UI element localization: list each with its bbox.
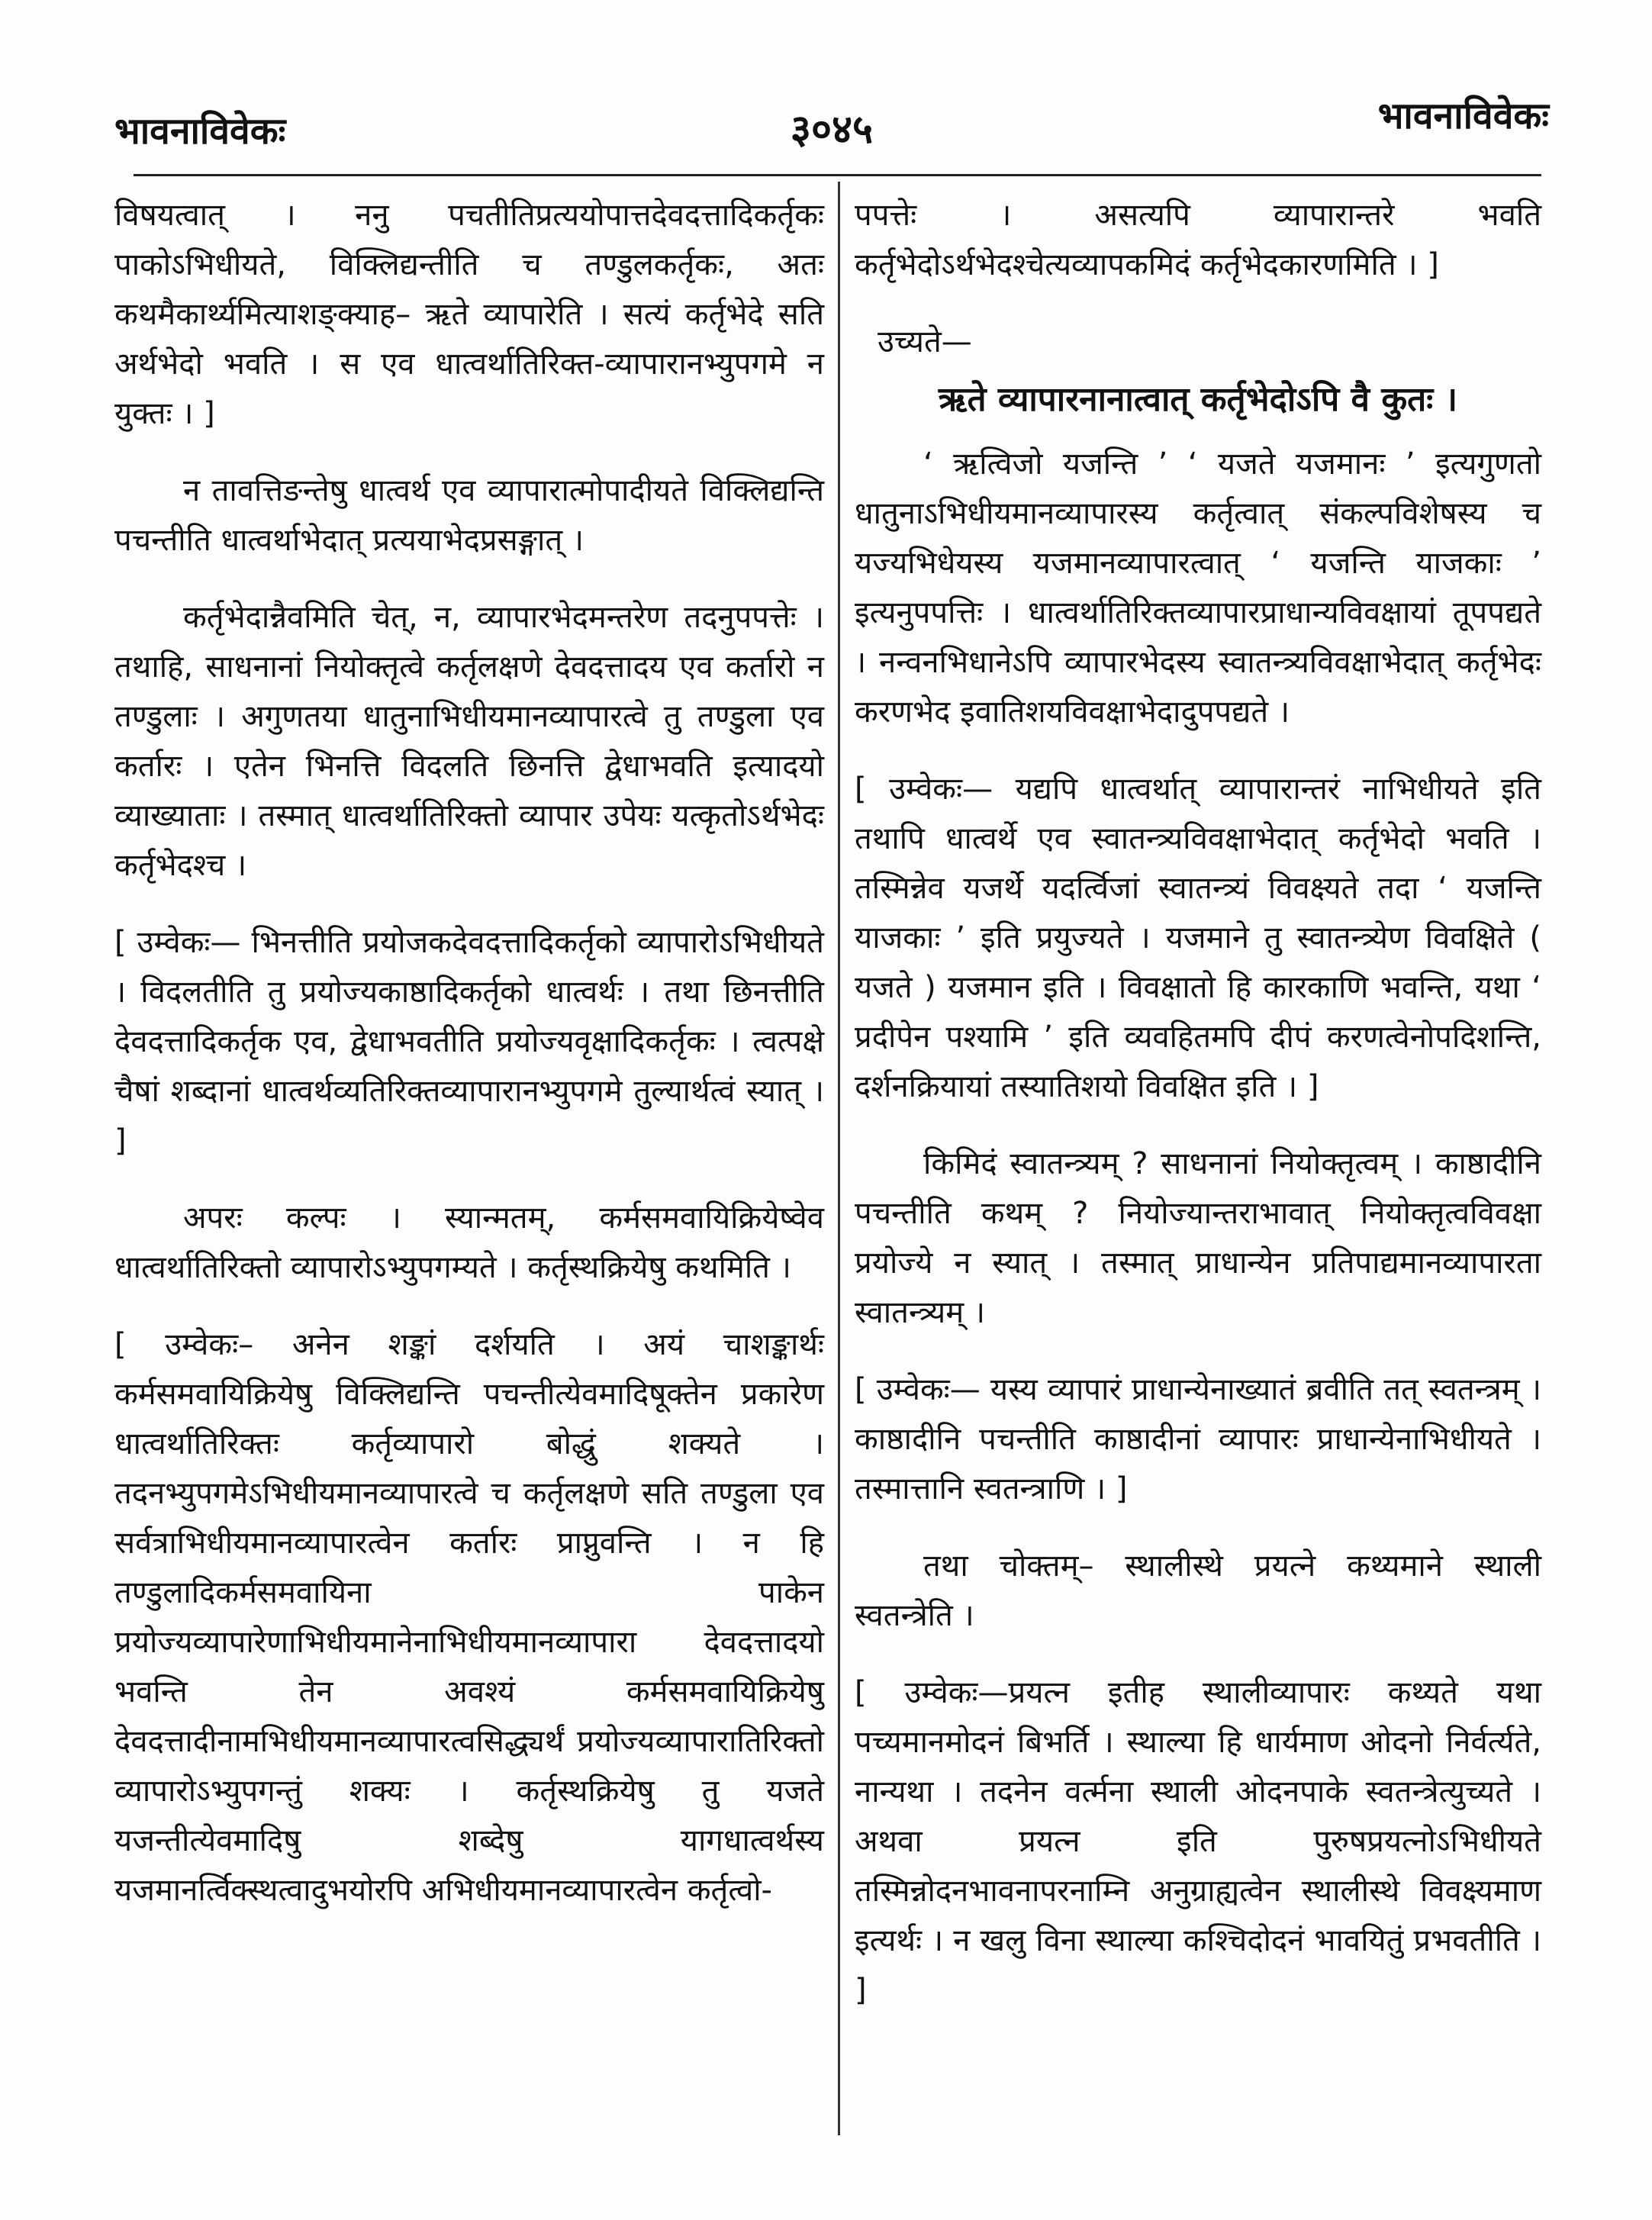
paragraph: ‘ ऋत्विजो यजन्ति ’ ‘ यजते यजमानः ’ इत्यगुणतो धातुनाऽभिधीयमानव्यापारस्य कर्तृत्वात् संकल्पविशेषस्य च यज्यभिधेयस्य यजमानव्यापारत्वात् ‘ यजन्ति याजकाः ’ इत्यनुपपत्तिः । धात्वर्थातिरिक्तव्यापारप्राधान्यविवक्षायां तूपपद्यते । नन्वनभिधानेऽपि व्यापारभेदस्य स्वातन्त्र्यविवक्षाभेदात् कर्तृभेदः करणभेद इवातिशयविवक्षाभेदादुपपद्यते । — [855, 446, 1541, 730]
commentary-paragraph: [ उम्वेकः– अनेन शङ्कां दर्शयति । अयं चाशङ्कार्थः कर्मसमवायिक्रियेषु विक्लिद्यन्ति पचन्तीत्येवमादिषूक्तेन प्रकारेण धात्वर्थातिरिक्तः कर्तृव्यापारो बोद्धुं शक्यते । तदनभ्युपगमेऽभिधीयमानव्यापारत्वे च कर्तृलक्षणे सति तण्डुला एव सर्वत्राभिधीयमानव्यापारत्वेन कर्तारः प्राप्नुवन्ति । न हि तण्डुलादिकर्मसमवायिना पाकेन प्रयोज्यव्यापारेणाभिधीयमानेनाभिधीयमानव्यापारा देवदत्तादयो भवन्ति तेन अवश्यं कर्मसमवायिक्रियेषु देवदत्तादीनामभिधीयमानव्यापारत्वसिद्ध्यर्थं प्रयोज्यव्यापारातिरिक्तो व्यापारोऽभ्युपगन्तुं शक्यः । कर्तृस्थक्रियेषु तु यजते यजन्तीत्येवमादिषु शब्देषु यागधात्वर्थस्य यजमानर्त्विक्स्थत्वादुभयोरपि अभिधीयमानव्यापारत्वेन कर्तृत्वो- — [114, 1327, 824, 1908]
running-title-left: भावनाविवेकः — [114, 110, 286, 153]
page-number: ३०४५ — [790, 107, 874, 153]
paragraph: विषयत्वात् । ननु पचतीतिप्रत्ययोपात्तदेवदत्तादिकर्तृकः पाकोऽभिधीयते, विक्लिद्यन्तीति च तण्डुलकर्तृकः, अतः कथमैकार्थ्यमित्याशङ्क्याह– ऋते व्यापारेति । सत्यं कर्तृभेदे सति अर्थभेदो भवति । स एव धात्वर्थातिरिक्त-व्यापारानभ्युपगमे न युक्तः । ] — [114, 198, 824, 431]
header-rule — [134, 174, 1541, 176]
left-column — [114, 191, 824, 1943]
paragraph: न तावत्तिङन्तेषु धात्वर्थ एव व्यापारात्मोपादीयते विक्लिद्यन्ति पचन्तीति धात्वर्थाभेदात् प्रत्ययाभेदप्रसङ्गात् । — [114, 473, 824, 558]
uchyate-line: उच्यते— — [878, 324, 972, 359]
paragraph: कर्तृभेदान्नैवमिति चेत्, न, व्यापारभेदमन्तरेण तदनुपपत्तेः । तथाहि, साधनानां नियोक्तृत्वे कर्तृलक्षणे देवदत्तादय एव कर्तारो न तण्डुलाः । अगुणतया धातुनाभिधीयमानव्यापारत्वे तु तण्डुला एव कर्तारः । एतेन भिनत्ति विदलति छिनत्ति द्वेधाभवति इत्यादयो व्याख्याताः । तस्मात् धात्वर्थातिरिक्तो व्यापार उपेयः यत्कृतोऽर्थभेदः कर्तृभेदश्च । — [114, 600, 824, 883]
karika-verse: ऋते व्यापारनानात्वात् कर्तृभेदोऽपि वै कुतः । — [938, 380, 1458, 419]
right-column — [855, 191, 1541, 2043]
paragraph: पपत्तेः । असत्यपि व्यापारान्तरे भवति कर्तृभेदोऽर्थभेदश्चेत्यव्यापकमिदं कर्तृभेदकारणमिति । ] — [855, 198, 1541, 282]
column-divider — [838, 182, 840, 2135]
commentary-paragraph: [ उम्वेकः— यद्यपि धात्वर्थात् व्यापारान्तरं नाभिधीयते इति तथापि धात्वर्थे एव स्वातन्त्र्यविवक्षाभेदात् कर्तृभेदो भवति । तस्मिन्नेव यजर्थे यदर्त्विजां स्वातन्त्र्यं विवक्ष्यते तदा ‘ यजन्ति याजकाः ’ इति प्रयुज्यते । यजमाने तु स्वातन्त्र्येण विवक्षिते ( यजते ) यजमान इति । विवक्षातो हि कारकाणि भवन्ति, यथा ‘ प्रदीपेन पश्यामि ’ इति व्यवहितमपि दीपं करणत्वेनोपदिशन्ति, दर्शनक्रियायां तस्यातिशयो विवक्षित इति । ] — [855, 772, 1541, 1104]
commentary-paragraph: [ उम्वेकः— यस्य व्यापारं प्राधान्येनाख्यातं ब्रवीति तत् स्वतन्त्रम् । काष्ठादीनि पचन्तीति काष्ठादीनां व्यापारः प्राधान्येनाभिधीयते । तस्मात्तानि स्वतन्त्राणि । ] — [855, 1372, 1541, 1506]
paragraph: किमिदं स्वातन्त्र्यम् ? साधनानां नियोक्तृत्वम् । काष्ठादीनि पचन्तीति कथम् ? नियोज्यान्तराभावात् नियोक्तृत्वविवक्षा प्रयोज्ये न स्यात् । तस्मात् प्राधान्येन प्रतिपाद्यमानव्यापारता स्वातन्त्र्यम् । — [855, 1146, 1541, 1330]
paragraph: अपरः कल्पः । स्यान्मतम्, कर्मसमवायिक्रियेष्वेव धात्वर्थातिरिक्तो व्यापारोऽभ्युपगम्यते । कर्तृस्थक्रियेषु कथमिति । — [114, 1200, 824, 1285]
running-title-right: भावनाविवेकः — [1377, 95, 1549, 137]
commentary-paragraph: [ उम्वेकः— भिनत्तीति प्रयोजकदेवदत्तादिकर्तृको व्यापारोऽभिधीयते । विदलतीति तु प्रयोज्यकाष्ठादिकर्तृको धात्वर्थः । तथा छिनत्तीति देवदत्तादिकर्तृक एव, द्वेधाभवतीति प्रयोज्यवृक्षादिकर्तृकः । त्वत्पक्षे चैषां शब्दानां धात्वर्थव्यतिरिक्तव्यापारानभ्युपगमे तुल्यार्थत्वं स्यात् । ] — [114, 925, 824, 1158]
paragraph: तथा चोक्तम्– स्थालीस्थे प्रयत्ने कथ्यमाने स्थाली स्वतन्त्रेति । — [855, 1548, 1541, 1633]
page-header — [114, 90, 1549, 159]
commentary-paragraph: [ उम्वेकः—प्रयत्न इतीह स्थालीव्यापारः कथ्यते यथा पच्यमानमोदनं बिभर्ति । स्थाल्या हि धार्यमाण ओदनो निर्वर्त्यते, नान्यथा । तदनेन वर्त्मना स्थाली ओदनपाके स्वतन्त्रेत्युच्यते । अथवा प्रयत्न इति पुरुषप्रयत्नोऽभिधीयते तस्मिन्नोदनभावनापरनाम्नि अनुग्राह्यत्वेन स्थालीस्थे विवक्ष्यमाण इत्यर्थः । न खलु विना स्थाल्या कश्चिदोदनं भावयितुं प्रभवतीति । ] — [855, 1675, 1541, 2008]
